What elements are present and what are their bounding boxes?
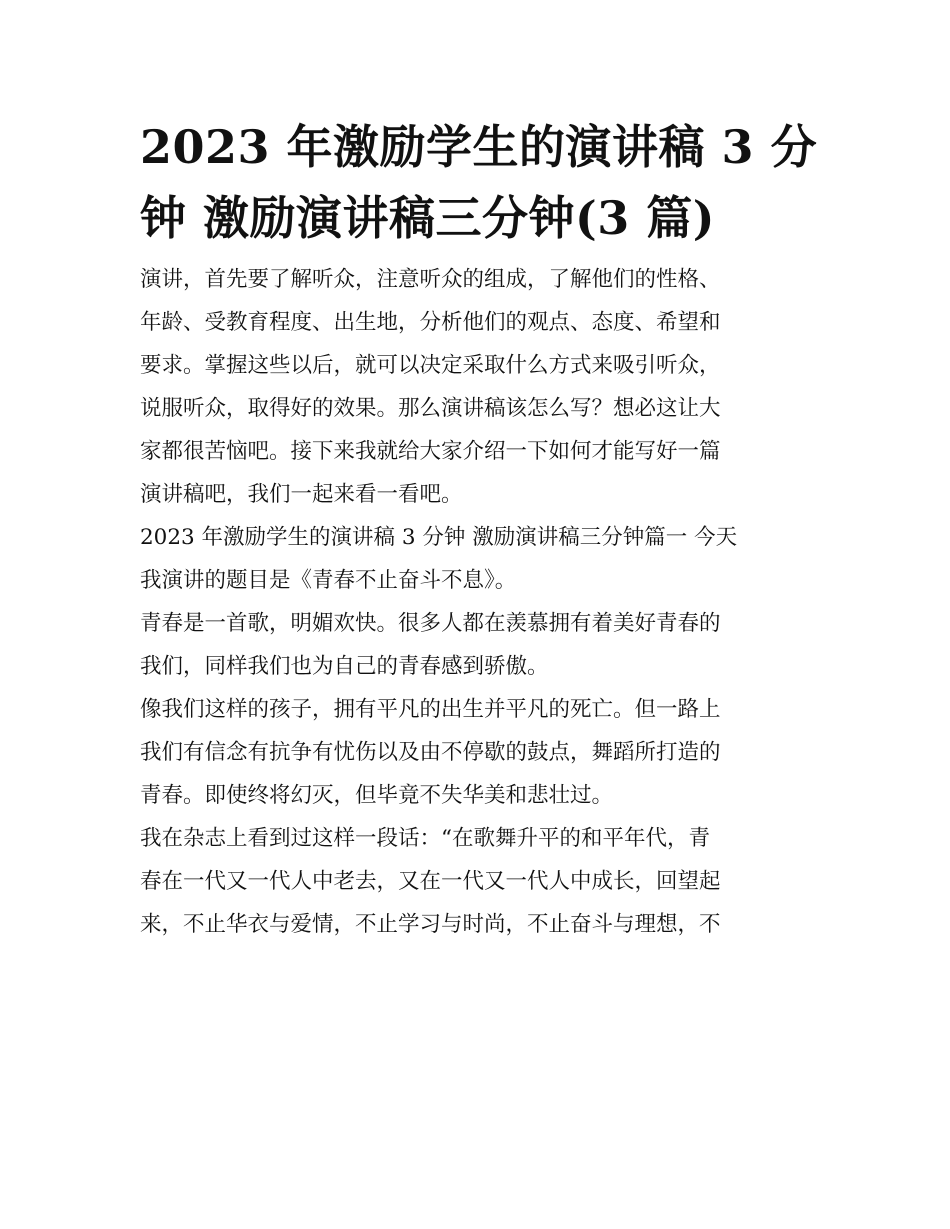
- document-page: [140, 112, 818, 946]
- text-line: 青春。即使终将幻灭，但毕竟不失华美和悲壮过。: [140, 783, 614, 808]
- text-line: 2023 年激励学生的演讲稿 3 分钟 激励演讲稿三分钟篇一 今天: [140, 525, 738, 550]
- document-body: [140, 258, 812, 946]
- text-line: 演讲，首先要了解听众，注意听众的组成，了解他们的性格、: [140, 267, 721, 292]
- title-line: 2023 年激励学生的演讲稿 3 分: [140, 120, 818, 174]
- document-title: [140, 112, 818, 254]
- text-line: 来，不止华衣与爱情，不止学习与时尚，不止奋斗与理想，不: [140, 912, 721, 937]
- text-line: 春在一代又一代人中老去，又在一代又一代人中成长，回望起: [140, 869, 721, 894]
- text-line: 像我们这样的孩子，拥有平凡的出生并平凡的死亡。但一路上: [140, 697, 721, 722]
- text-line: 年龄、受教育程度、出生地，分析他们的观点、态度、希望和: [140, 310, 721, 335]
- text-line: 我演讲的题目是《青春不止奋斗不息》。: [140, 568, 517, 593]
- text-line: 青春是一首歌，明媚欢快。很多人都在羡慕拥有着美好青春的: [140, 611, 721, 636]
- text-line: 家都很苦恼吧。接下来我就给大家介绍一下如何才能写好一篇: [140, 439, 721, 464]
- paragraph-intro: [140, 258, 812, 516]
- text-line: 演讲稿吧，我们一起来看一看吧。: [140, 482, 463, 507]
- paragraph-body: [140, 602, 812, 688]
- paragraph-section-heading: [140, 516, 812, 602]
- paragraph-body: [140, 817, 812, 946]
- title-line: 钟 激励演讲稿三分钟(3 篇): [140, 191, 716, 245]
- text-line: 我们，同样我们也为自己的青春感到骄傲。: [140, 654, 549, 679]
- text-line: 说服听众，取得好的效果。那么演讲稿该怎么写？想必这让大: [140, 396, 721, 421]
- text-line: 我们有信念有抗争有忧伤以及由不停歇的鼓点，舞蹈所打造的: [140, 740, 721, 765]
- paragraph-body: [140, 688, 812, 817]
- text-line: 要求。掌握这些以后，就可以决定采取什么方式来吸引听众，: [140, 353, 721, 378]
- text-line: 我在杂志上看到过这样一段话：“在歌舞升平的和平年代，青: [140, 826, 710, 851]
